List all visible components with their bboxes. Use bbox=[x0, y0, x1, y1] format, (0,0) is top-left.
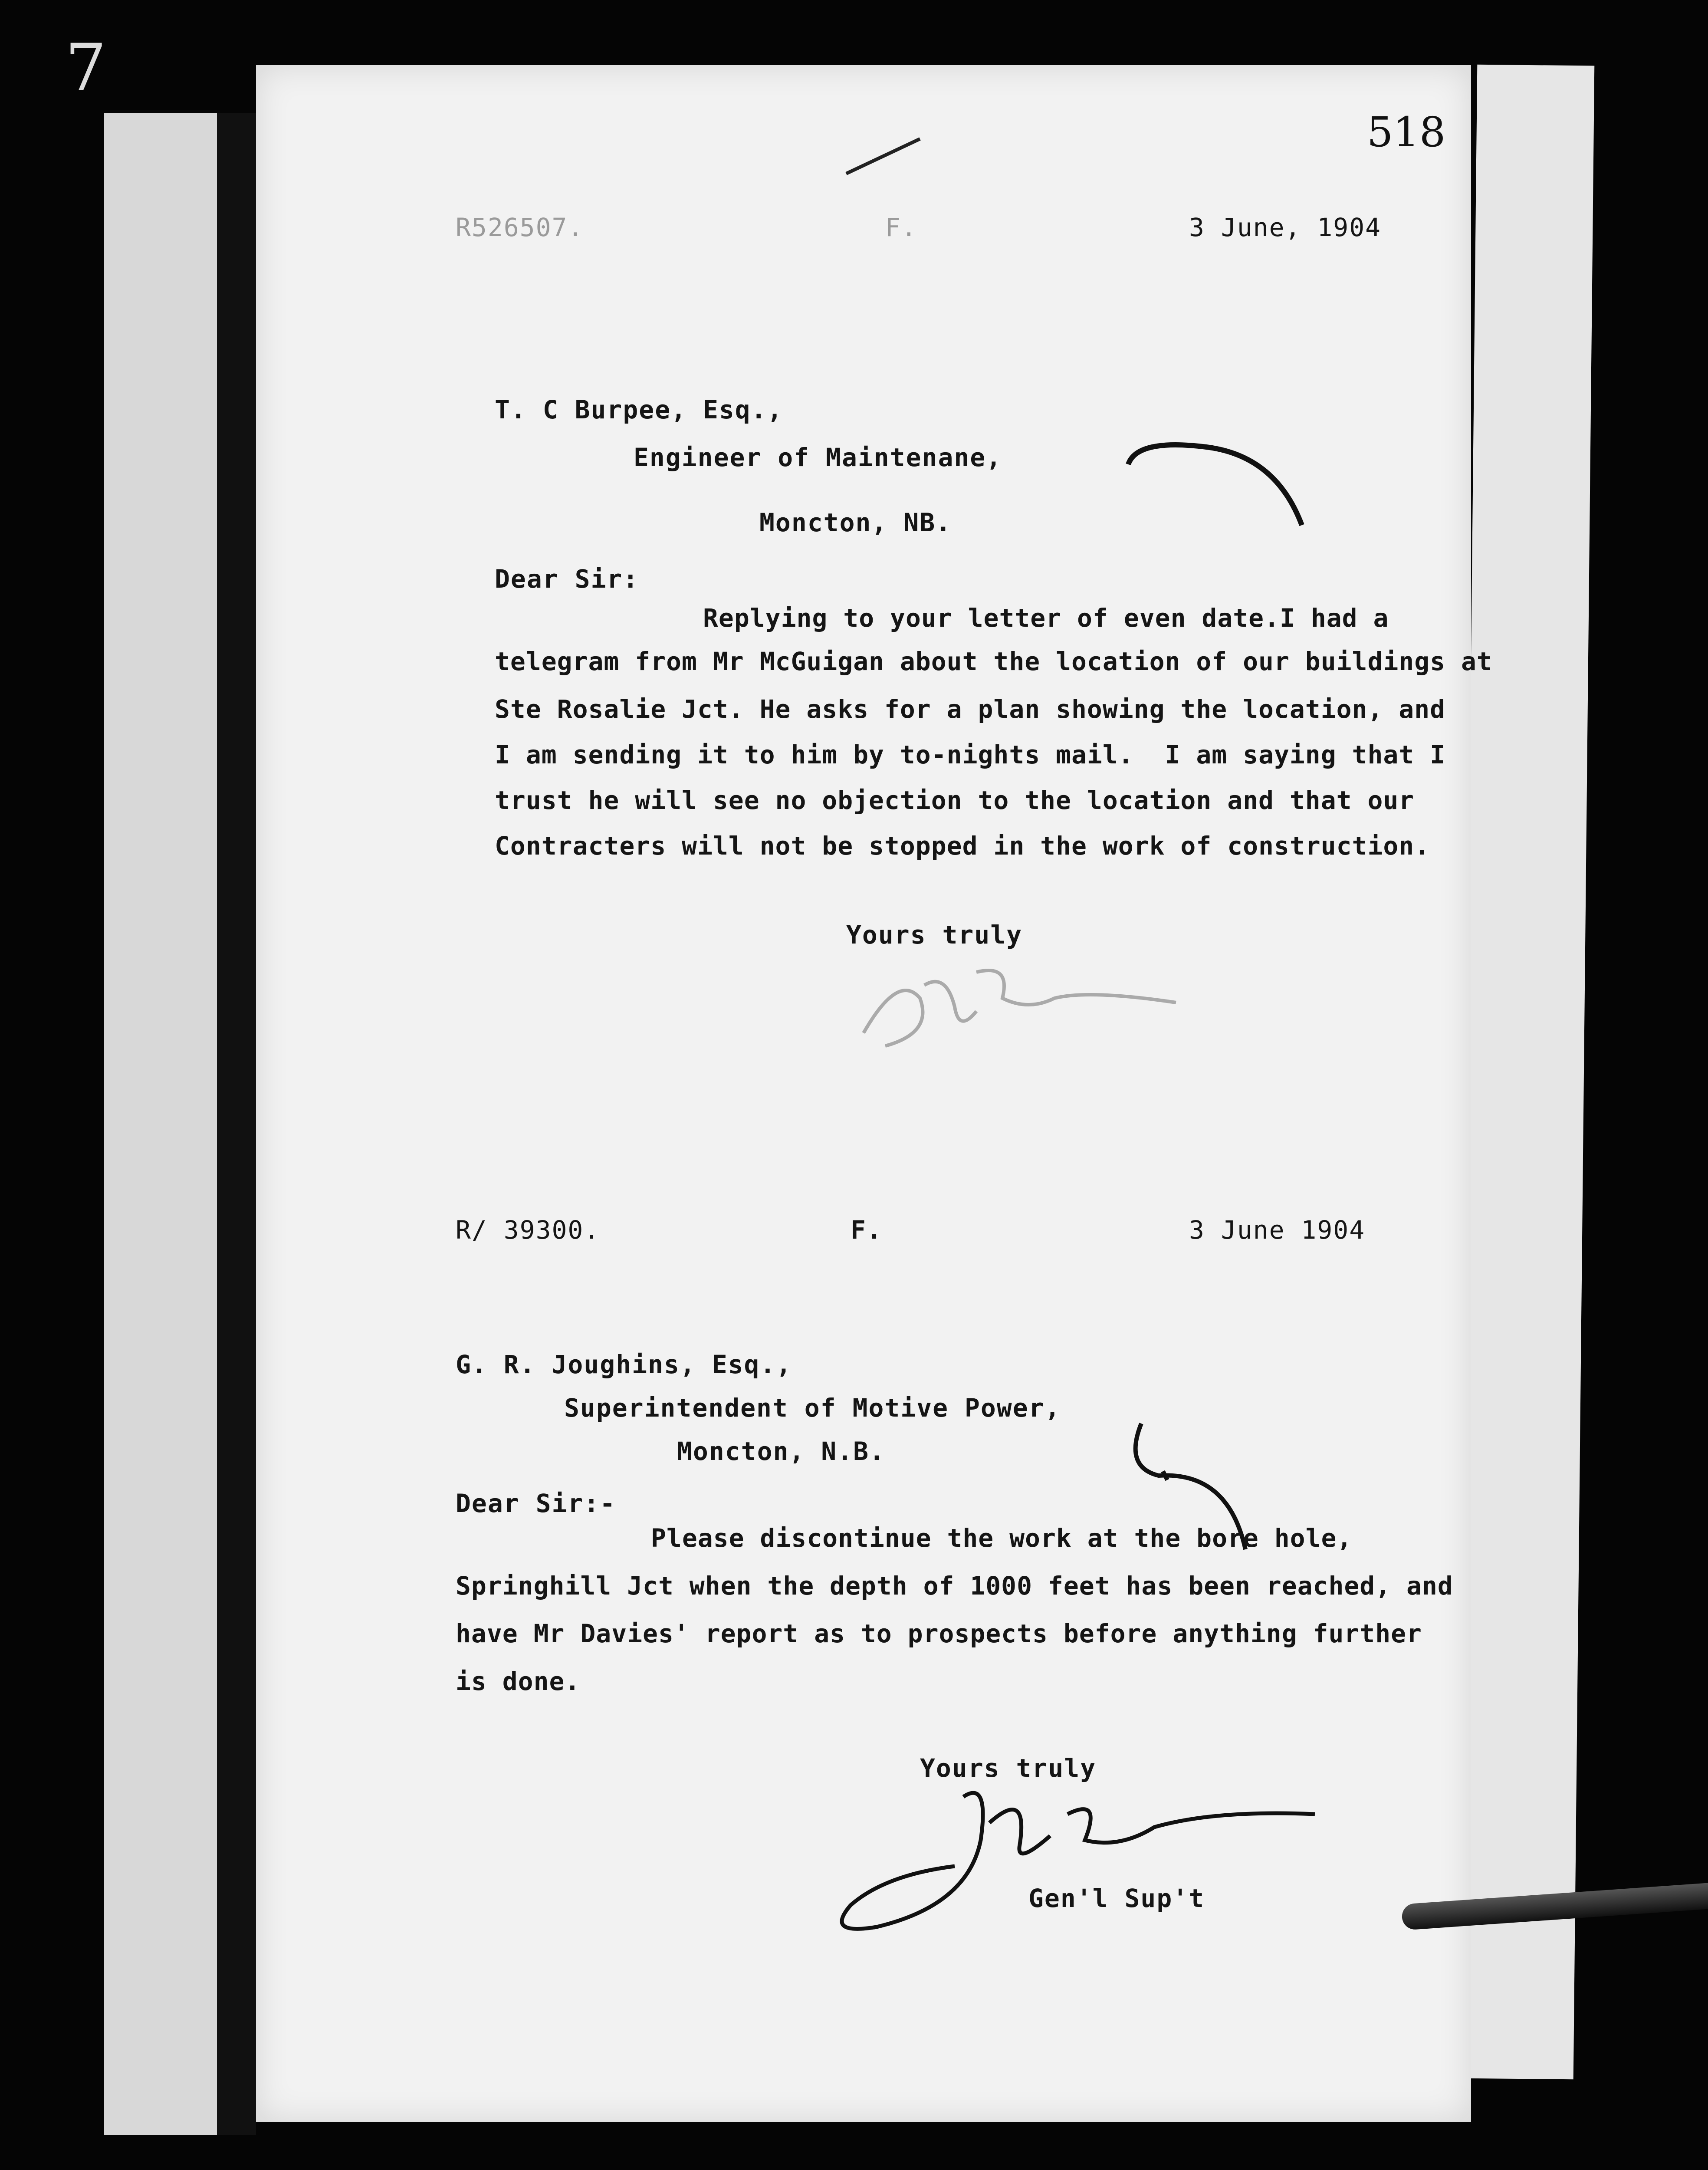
letter2-closing: Yours truly bbox=[920, 1753, 1097, 1783]
letter1-date: 3 June, 1904 bbox=[1189, 213, 1382, 242]
letter2-recipient-place: Moncton, N.B. bbox=[677, 1437, 885, 1466]
letter2-body-line: have Mr Davies' report as to prospects before anything further bbox=[456, 1619, 1422, 1648]
signature-2 bbox=[824, 1762, 1324, 1944]
letter1-body-line: telegram from Mr McGuigan about the location of our buildings at bbox=[495, 647, 1492, 676]
pen-stroke-top-icon bbox=[842, 130, 929, 182]
back-sheet-edge bbox=[1456, 65, 1595, 2080]
letter2-initial: F. bbox=[851, 1215, 883, 1245]
letter2-signer-title: Gen'l Sup't bbox=[1028, 1884, 1205, 1913]
letter2-date: 3 June 1904 bbox=[1189, 1215, 1366, 1245]
corner-mark: 7 bbox=[65, 30, 107, 106]
page-number: 518 bbox=[1367, 108, 1446, 156]
letter1-body-line: I am sending it to him by to-nights mail. I am saying that I bbox=[495, 740, 1446, 769]
letter1-recipient-title: Engineer of Maintenane, bbox=[634, 443, 1002, 472]
letter1-body-line: trust he will see no objection to the location and that our bbox=[495, 786, 1415, 815]
letter1-body-line: Replying to your letter of even date.I had a bbox=[703, 603, 1389, 633]
letter1-closing: Yours truly bbox=[846, 920, 1023, 950]
signature-1 bbox=[846, 946, 1193, 1059]
letter2-recipient-title: Superintendent of Motive Power, bbox=[564, 1393, 1061, 1423]
letter1-body-line: Contracters will not be stopped in the work of construction. bbox=[495, 831, 1430, 861]
left-sheet-edge bbox=[104, 113, 217, 2135]
letter1-recipient-place: Moncton, NB. bbox=[759, 508, 952, 537]
letter1-initial: F. bbox=[885, 213, 917, 242]
letter2-body-line: is done. bbox=[456, 1667, 581, 1696]
letter2-recipient-name: G. R. Joughins, Esq., bbox=[456, 1350, 792, 1379]
letter2-salutation: Dear Sir:- bbox=[456, 1489, 616, 1518]
letter1-ref: R526507. bbox=[456, 213, 584, 242]
letter2-body-line: Springhill Jct when the depth of 1000 feet has been reached, and bbox=[456, 1571, 1453, 1601]
letter2-body-line: Please discontinue the work at the bore hole, bbox=[651, 1523, 1353, 1553]
letter1-body-line: Ste Rosalie Jct. He asks for a plan showing the location, and bbox=[495, 694, 1446, 724]
letter1-salutation: Dear Sir: bbox=[495, 564, 639, 594]
binding-gap bbox=[217, 113, 256, 2135]
letter1-recipient-name: T. C Burpee, Esq., bbox=[495, 395, 783, 424]
letter2-ref: R/ 39300. bbox=[456, 1215, 600, 1245]
pen-check-mark-icon bbox=[1120, 412, 1319, 534]
